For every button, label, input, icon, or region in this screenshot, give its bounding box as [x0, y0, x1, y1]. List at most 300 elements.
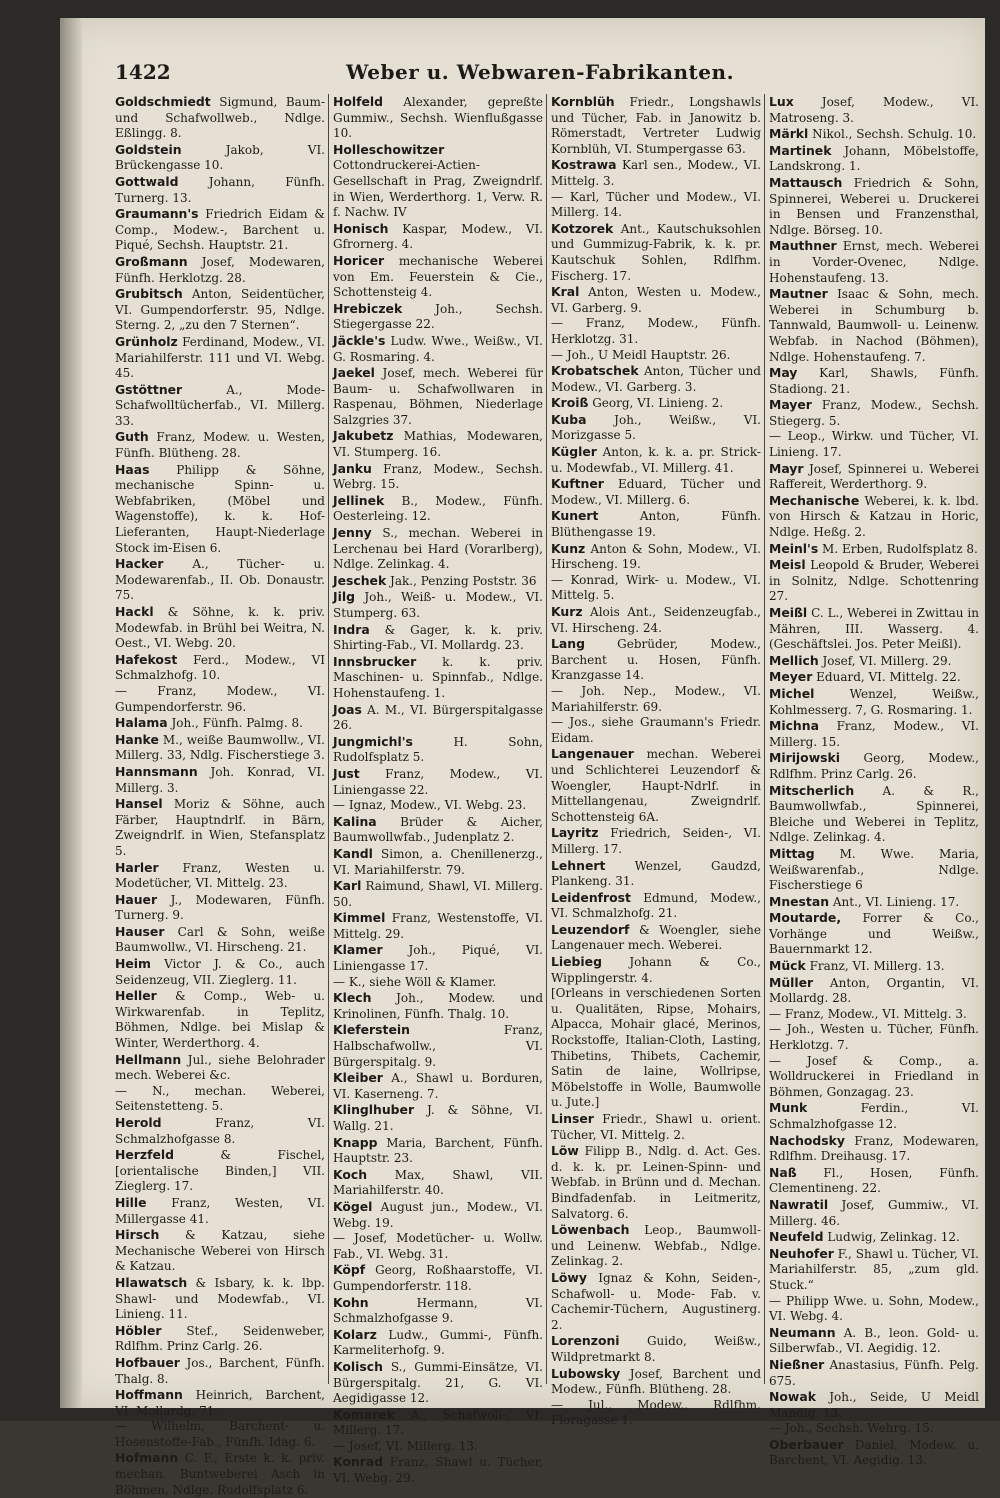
- directory-entry: [333, 94, 543, 142]
- directory-entry: [333, 654, 543, 702]
- entry-text: — Josef, Modetücher- u. Wollw. Fab., VI. Webg. 31.: [333, 1231, 543, 1261]
- entry-name: Hackl: [115, 604, 154, 619]
- entry-name: Innsbrucker: [333, 653, 417, 669]
- directory-entry: [333, 910, 543, 942]
- entry-text: Moriz & Söhne, auch Färber, Hauptndrlf. in Bärn, Zweigndrlf. in Wien, Stefansplatz 5.: [115, 797, 325, 858]
- entry-text: Carl & Sohn, weiße Baumwollw., VI. Hirscheng. 21.: [115, 924, 325, 955]
- entry-name: Langenauer: [551, 746, 634, 762]
- entry-name: Mautner: [769, 286, 828, 302]
- directory-entry: [333, 333, 543, 365]
- directory-entry: [333, 301, 543, 333]
- directory-entry: [551, 746, 761, 825]
- entry-name: Harler: [115, 859, 159, 875]
- entry-text: Brüder & Aicher, Baumwollwfab., Judenplatz 2.: [333, 814, 543, 845]
- directory-entry: [551, 573, 761, 604]
- entry-text: Franz, VI. Millerg. 13.: [805, 959, 945, 974]
- entry-name: Graumann's: [115, 206, 199, 222]
- entry-name: Mück: [769, 958, 806, 974]
- entry-name: Hrebiczek: [333, 300, 403, 316]
- entry-text: Anton, Westen u. Modew., VI. Garberg. 9.: [551, 285, 761, 315]
- directory-entry: [333, 1022, 543, 1070]
- entry-text: H. Sohn, Rudolfsplatz 5.: [333, 734, 543, 765]
- entry-text: k. k. priv. Maschinen- u. Spinnfab., Ndlge. Hohenstaufeng. 1.: [333, 654, 543, 700]
- entry-text: Maria, Barchent, Fünfh. Hauptstr. 23.: [333, 1135, 543, 1166]
- entry-text: Ludw., Gummi-, Fünfh. Karmeliterhofg. 9.: [333, 1327, 543, 1358]
- entry-text: Friedrich Eidam & Comp., Modew.-, Barchent u. Piqué, Sechsh. Hauptstr. 21.: [115, 207, 325, 253]
- entry-text: Eduard, Tücher und Modew., VI. Millerg. 6.: [551, 477, 761, 507]
- entry-text: Edmund, Modew., VI. Schmalzhofg. 21.: [551, 890, 761, 921]
- entry-name: Layritz: [551, 825, 599, 841]
- directory-entry: [333, 589, 543, 621]
- directory-entry: [551, 1366, 761, 1398]
- entry-text: Franz, Halbschafwollw., VI. Bürgerspitalg. 9.: [333, 1023, 543, 1069]
- directory-entry: [551, 1222, 761, 1270]
- entry-text: M. Wwe. Maria, Weißwarenfab., Ndlge. Fischerstiege 6: [769, 846, 979, 893]
- entry-text: — Josef, VI. Millerg. 13.: [333, 1438, 478, 1453]
- directory-entry: [115, 796, 325, 859]
- entry-text: M., weiße Baumwollw., VI. Millerg. 33, Ndlg. Fischerstiege 3.: [115, 732, 325, 763]
- entry-text: Alexander, gepreßte Gummiw., Sechsh. Wienflußgasse 10.: [333, 95, 543, 141]
- directory-entry: [551, 890, 761, 922]
- directory-entry: [333, 942, 543, 974]
- entry-name: Kolarz: [333, 1326, 377, 1342]
- entry-name: Meinl's: [769, 540, 819, 556]
- directory-entry: [551, 157, 761, 189]
- entry-text: Franz, Westenstoffe, VI. Mittelg. 29.: [333, 911, 543, 941]
- directory-entry: [115, 429, 325, 461]
- directory-entry: [115, 556, 325, 604]
- directory-entry: [333, 1454, 543, 1486]
- entry-text: A., Tücher- u. Modewarenfab., II. Ob. Donaustr. 75.: [115, 557, 325, 603]
- directory-entry: [333, 428, 543, 460]
- entry-name: Nowak: [769, 1389, 816, 1405]
- entry-text: — Franz, Modew., VI. Mittelg. 3.: [769, 1006, 967, 1021]
- entry-text: Guido, Weißw., Wildpretmarkt 8.: [551, 1334, 761, 1364]
- entry-text: — Joh., Westen u. Tücher, Fünfh. Herklotzg. 7.: [769, 1022, 979, 1053]
- entry-text: Filipp B., Ndlg. d. Act. Ges. d. k. k. pr. Leinen-Spinn- und Webfab. in Brünn und d. Mechan. Bindfadenfab. in Leitmeritz, Salvatorg. 6.: [551, 1144, 761, 1221]
- directory-entry: [333, 1439, 543, 1455]
- entry-text: Georg, VI. Linieng. 2.: [588, 396, 724, 411]
- entry-text: Fl., Hosen, Fünfh. Clementineng. 22.: [769, 1165, 979, 1196]
- entry-name: Hacker: [115, 556, 164, 572]
- entry-name: Nawratil: [769, 1196, 829, 1212]
- entry-text: Ignaz & Kohn, Seiden-, Schafwoll- u. Mode- Fab. v. Cachemir-Tüchern, Augustinerg. 2.: [551, 1270, 761, 1332]
- directory-entry: [769, 1421, 979, 1437]
- entry-text: Friedrich, Seiden-, VI. Millerg. 17.: [551, 826, 761, 856]
- directory-entry: [115, 732, 325, 764]
- entry-name: Meisl: [769, 557, 806, 573]
- directory-entry: [551, 1333, 761, 1365]
- entry-text: — Jos., siehe Graumann's Friedr. Eidam.: [551, 715, 761, 745]
- entry-name: Kögel: [333, 1198, 373, 1214]
- directory-entry: [333, 253, 543, 301]
- entry-name: Neufeld: [769, 1229, 824, 1245]
- entry-text: Ferdin., VI. Schmalzhofgasse 12.: [769, 1101, 979, 1131]
- directory-entry: [115, 604, 325, 652]
- entry-name: Munk: [769, 1100, 808, 1116]
- entry-text: Joh., Modew. und Krinolinen, Fünfh. Thalg. 10.: [333, 991, 543, 1021]
- entry-name: Linser: [551, 1111, 594, 1126]
- directory-entry: [769, 669, 979, 686]
- entry-text: Josef, VI. Millerg. 29.: [818, 653, 952, 668]
- entry-name: Jeschek: [333, 572, 387, 588]
- entry-text: — Franz, Modew., Fünfh. Herklotzg. 31.: [551, 316, 761, 346]
- entry-name: Nachodsky: [769, 1132, 845, 1148]
- entry-text: Georg, Roßhaarstoffe, VI. Gumpendorferstr. 118.: [333, 1263, 543, 1293]
- directory-entry: [115, 1275, 325, 1323]
- directory-entry: [551, 94, 761, 157]
- entry-name: Jakubetz: [333, 428, 394, 444]
- entry-text: Ferd., Modew., VI Schmalzhofg. 10.: [115, 652, 325, 683]
- directory-entry: [769, 718, 979, 750]
- directory-entry: [333, 766, 543, 798]
- entry-text: Daniel, Modew. u. Barchent, VI. Aegidig. 13.: [769, 1437, 979, 1468]
- entry-text: A., Mode-Schafwolltücherfab., VI. Millerg. 33.: [115, 382, 325, 428]
- directory-entry: [769, 1389, 979, 1421]
- entry-text: Cottondruckerei-Actien-Gesellschaft in Prag, Zweigndrlf. in Wien, Werderthorg. 1, Verw. R. f. Nachw. IV: [333, 158, 543, 220]
- directory-entry: [551, 858, 761, 890]
- entry-text: Josef, Gummiw., VI. Millerg. 46.: [769, 1197, 979, 1228]
- directory-entry: [769, 143, 979, 175]
- entry-text: Friedr., Longshawls und Tücher, Fab. in Janowitz b. Römerstadt, Vertreter Ludwig Kornblüh, VI. Stumpergasse 63.: [551, 95, 761, 156]
- directory-entry: [551, 604, 761, 636]
- entry-text: Franz, Modew., VI. Millerg. 15.: [769, 719, 979, 749]
- directory-entry: [333, 734, 543, 766]
- directory-entry: [769, 1246, 979, 1294]
- entry-text: Ferdinand, Modew., VI. Mariahilferstr. 111 und VI. Webg. 45.: [115, 334, 325, 381]
- entry-text: — Joh., U Meidl Hauptstr. 26.: [551, 347, 731, 362]
- directory-entry: [115, 286, 325, 334]
- entry-name: Jellinek: [333, 492, 385, 508]
- entry-name: Goldschmiedt: [115, 94, 211, 109]
- entry-text: Franz, Westen, VI. Millergasse 41.: [115, 1195, 325, 1226]
- entry-name: Lux: [769, 94, 794, 109]
- entry-text: A., Schafwoll-, VI. Millerg. 17.: [333, 1407, 543, 1438]
- entry-name: Neumann: [769, 1324, 836, 1340]
- entry-name: Grünholz: [115, 333, 178, 349]
- directory-entry: [115, 892, 325, 924]
- entry-name: Kostrawa: [551, 157, 617, 173]
- directory-entry: [551, 444, 761, 476]
- entry-name: Kuftner: [551, 476, 604, 492]
- entry-name: Konrad: [333, 1454, 384, 1470]
- directory-entry: [769, 126, 979, 143]
- entry-text: Friedrich & Sohn, Spinnerei, Weberei u. Druckerei in Bensen und Franzensthal, Ndlge. Börseg. 10.: [769, 175, 979, 237]
- entry-name: Herzfeld: [115, 1147, 175, 1163]
- entry-text: Johann & Co., Wipplingerstr. 4.: [551, 955, 761, 985]
- entry-name: Kotzorek: [551, 220, 614, 236]
- directory-entry: [551, 1270, 761, 1333]
- entry-text: Anton & Sohn, Modew., VI. Hirscheng. 19.: [551, 541, 761, 572]
- directory-entry: [769, 1007, 979, 1023]
- entry-name: Hellmann: [115, 1051, 182, 1067]
- entry-text: Johann, Möbelstoffe, Landskrong. 1.: [769, 143, 979, 174]
- entry-name: May: [769, 365, 798, 381]
- directory-entry: [551, 684, 761, 715]
- directory-entry: [769, 1054, 979, 1101]
- entry-name: Indra: [333, 621, 370, 637]
- entry-text: — Jul., Modew., Rdlfhm. Floragasse 1.: [551, 1397, 761, 1428]
- entry-text: Jak., Penzing Poststr. 36: [386, 573, 537, 588]
- entry-name: Just: [333, 765, 360, 781]
- directory-entry: [115, 1115, 325, 1147]
- directory-entry: [769, 750, 979, 782]
- entry-text: Forrer & Co., Vorhänge und Weißw., Bauernmarkt 12.: [769, 911, 979, 957]
- entry-text: M. Erben, Rudolfsplatz 8.: [818, 541, 978, 556]
- directory-entry: [769, 846, 979, 894]
- directory-entry: [769, 557, 979, 605]
- entry-name: Hofmann: [115, 1450, 179, 1466]
- directory-entry: [115, 1355, 325, 1387]
- entry-text: August jun., Modew., VI. Webg. 19.: [333, 1199, 543, 1230]
- directory-entry: [333, 142, 543, 221]
- book-page: [60, 18, 985, 1497]
- entry-name: Löwy: [551, 1269, 587, 1285]
- directory-entry: [769, 1229, 979, 1246]
- entry-text: — K., siehe Wöll & Klamer.: [333, 974, 497, 989]
- entry-name: Koch: [333, 1166, 368, 1182]
- entry-name: Meyer: [769, 669, 813, 685]
- entry-name: Kunert: [551, 508, 599, 524]
- directory-entry: [115, 334, 325, 382]
- entry-name: Hafekost: [115, 651, 178, 667]
- entry-name: Lehnert: [551, 857, 606, 873]
- entry-name: Michel: [769, 685, 815, 701]
- directory-entry: [769, 286, 979, 365]
- entry-name: Hille: [115, 1194, 147, 1210]
- entry-text: Ernst, mech. Weberei in Vorder-Ovenec, Ndlge. Hohenstaufeng. 13.: [769, 239, 979, 285]
- directory-entry: [115, 1387, 325, 1419]
- entry-text: Joh., Seide, U Meidl Mandlg. 13.: [769, 1390, 979, 1420]
- entry-text: F., Shawl u. Tücher, VI. Mariahilferstr. 85, „zum gld. Stuck.“: [769, 1246, 979, 1292]
- entry-text: Franz, VI. Schmalzhofgasse 8.: [115, 1116, 325, 1146]
- entry-text: Jul., siehe Belohrader mech. Weberei &c.: [115, 1052, 325, 1083]
- entry-text: & Katzau, siehe Mechanische Weberei von Hirsch & Katzau.: [115, 1228, 325, 1274]
- entry-text: Anton, Organtin, VI. Mollardg. 28.: [769, 975, 979, 1006]
- entry-name: Klamer: [333, 942, 383, 958]
- entry-name: Mnestan: [769, 893, 830, 909]
- entry-text: Weberei, k. k. lbd. von Hirsch & Katzau in Horic, Ndlge. Heßg. 2.: [769, 493, 979, 540]
- entry-name: Heim: [115, 956, 151, 972]
- directory-entry: [769, 975, 979, 1007]
- entry-name: Hannsmann: [115, 763, 198, 779]
- directory-entry: [769, 686, 979, 718]
- entry-text: Leop., Baumwoll- und Leinenw. Webfab., Ndlge. Zelinkag. 2.: [551, 1223, 761, 1269]
- directory-entry: [551, 190, 761, 221]
- entry-text: & Söhne, k. k. priv. Modewfab. in Brühl bei Weitra, N. Oest., VI. Webg. 20.: [115, 605, 325, 651]
- directory-entry: [115, 1052, 325, 1084]
- directory-entry: [333, 798, 543, 814]
- entry-name: Heller: [115, 988, 157, 1004]
- entry-name: Mitscherlich: [769, 782, 855, 798]
- directory-entry: [333, 493, 543, 525]
- entry-text: Georg, Modew., Rdlfhm. Prinz Carlg. 26.: [769, 751, 979, 781]
- directory-entry: [333, 365, 543, 428]
- entry-text: Jos., Barchent, Fünfh. Thalg. 8.: [115, 1355, 325, 1386]
- entry-text: Josef, Modewaren, Fünfh. Herklotzg. 28.: [115, 254, 325, 285]
- entry-name: Komarek: [333, 1406, 395, 1422]
- entry-text: Anton, Tücher und Modew., VI. Garberg. 3.: [551, 364, 761, 394]
- entry-name: Löw: [551, 1143, 579, 1159]
- directory-entry: [115, 715, 325, 732]
- entry-text: mechan. Weberei und Schlichterei Leuzendorf & Woengler, Haupt-Ndrlf. in Mittellangenau, Zweigndrlf. Schottensteig 6A.: [551, 747, 761, 824]
- entry-text: A., Shawl u. Borduren, VI. Kaserneng. 7.: [333, 1071, 543, 1101]
- entry-name: Klech: [333, 990, 372, 1006]
- entry-name: Kleferstein: [333, 1022, 410, 1038]
- entry-text: Ant., Kautschuksohlen und Gummizug-Fabrik, k. k. pr. Kautschuk Sohlen, Rdlfhm. Fischerg. 17.: [551, 221, 761, 283]
- directory-entry: [115, 988, 325, 1051]
- entry-name: Kornblüh: [551, 94, 615, 109]
- entry-text: & Comp., Web- u. Wirkwarenfab. in Teplitz, Böhmen, Ndlge. bei Mislap & Winter, Werderthorg. 4.: [115, 989, 325, 1051]
- directory-entry: [333, 221, 543, 253]
- entry-text: — Konrad, Wirk- u. Modew., VI. Mittelg. 5.: [551, 572, 761, 603]
- entry-name: Knapp: [333, 1134, 378, 1150]
- entry-text: Hermann, VI. Schmalzhofgasse 9.: [333, 1295, 543, 1326]
- entry-text: Ludw. Wwe., Weißw., VI. G. Rosmaring. 4.: [333, 333, 543, 364]
- entry-text: — Leop., Wirkw. und Tücher, VI. Linieng. 17.: [769, 429, 979, 460]
- directory-entry: [333, 622, 543, 654]
- entry-text: J. & Söhne, VI. Wallg. 21.: [333, 1103, 543, 1133]
- entry-name: Moutarde,: [769, 910, 842, 926]
- column-4: [769, 94, 979, 1468]
- column-2: [333, 94, 543, 1486]
- entry-name: Märkl: [769, 126, 809, 142]
- entry-name: Krobatschek: [551, 363, 639, 379]
- directory-entry: [769, 1357, 979, 1389]
- entry-name: Hofbauer: [115, 1354, 180, 1370]
- entry-text: Josef, Modew., VI. Matroseng. 3.: [769, 95, 979, 125]
- entry-name: Hansel: [115, 796, 163, 812]
- entry-text: Nikol., Sechsh. Schulg. 10.: [808, 127, 977, 142]
- entry-name: Kimmel: [333, 910, 386, 926]
- entry-name: Jäckle's: [333, 332, 386, 348]
- directory-entry: [551, 1143, 761, 1222]
- directory-entry: [333, 1231, 543, 1262]
- entry-text: A. M., VI. Bürgerspitalgasse 26.: [333, 702, 543, 733]
- entry-name: Klinglhuber: [333, 1102, 415, 1118]
- page-header: [115, 60, 965, 88]
- directory-entry: [115, 1227, 325, 1275]
- entry-text: Simon, a. Chenillenerzg., VI. Mariahilferstr. 79.: [333, 846, 543, 877]
- entry-name: Holfeld: [333, 94, 384, 109]
- entry-name: Honisch: [333, 220, 389, 236]
- directory-entry: [551, 412, 761, 444]
- directory-entry: [115, 924, 325, 956]
- directory-entry: [333, 878, 543, 910]
- entry-name: Halama: [115, 715, 168, 731]
- entry-name: Lubowsky: [551, 1365, 621, 1381]
- column-rule: [546, 94, 547, 1384]
- entry-name: Joas: [333, 701, 362, 717]
- directory-entry: [333, 525, 543, 573]
- entry-text: — N., mechan. Weberei, Seitenstetteng. 5.: [115, 1083, 325, 1114]
- directory-entry: [115, 956, 325, 988]
- entry-text: Josef, Barchent und Modew., Fünfh. Blütheng. 28.: [551, 1366, 761, 1397]
- directory-entry: [115, 174, 325, 206]
- directory-entry: [333, 1199, 543, 1231]
- entry-text: Max, Shawl, VII. Mariahilferstr. 40.: [333, 1167, 543, 1198]
- directory-entry: [333, 1167, 543, 1199]
- entry-text: Anton, Seidentücher, VI. Gumpendorferstr. 95, Ndlge. Sterng. 2, „zu den 7 Sternen“.: [115, 287, 325, 333]
- directory-entry: [769, 1437, 979, 1469]
- entry-name: Kunz: [551, 540, 586, 556]
- entry-text: Joh., Weißw., VI. Morizgasse 5.: [551, 412, 761, 443]
- entry-text: [Orleans in verschiedenen Sorten u. Qualitäten, Ripse, Mohairs, Alpacca, Mohair glacé, Merinos, Rockstoffe, Italian-Cloth, Lasting, Thibetins, Thibets, Cachemir, Satin de laine, Wollripse, Möbelstoffe in Wolle, Baumwolle u. Jute.]: [551, 986, 761, 1110]
- directory-entry: [333, 846, 543, 878]
- directory-entry: [115, 382, 325, 430]
- entry-name: Mattausch: [769, 174, 843, 190]
- entry-name: Mauthner: [769, 238, 837, 254]
- entry-text: Franz, Modewaren, Rdlfhm. Dreihausg. 17.: [769, 1133, 979, 1164]
- directory-entry: [333, 461, 543, 493]
- entry-text: J., Modewaren, Fünfh. Turnerg. 9.: [115, 892, 325, 923]
- entry-name: Jaekel: [333, 365, 375, 381]
- entry-text: S., mechan. Weberei in Lerchenau bei Hard (Vorarlberg), Ndlge. Zelinkag. 4.: [333, 526, 543, 572]
- entry-text: Franz, Modew. u. Westen, Fünfh. Blütheng. 28.: [115, 430, 325, 461]
- entry-text: Ant., VI. Linieng. 17.: [829, 894, 960, 909]
- directory-entry: [551, 316, 761, 347]
- entry-name: Gstöttner: [115, 381, 183, 397]
- entry-text: Joh., Weiß- u. Modew., VI. Stumperg. 63.: [333, 590, 543, 620]
- entry-name: Naß: [769, 1164, 797, 1180]
- directory-entry: [551, 922, 761, 954]
- entry-name: Hauser: [115, 923, 165, 939]
- directory-entry: [769, 1022, 979, 1053]
- directory-entry: [115, 652, 325, 684]
- entry-name: Kohn: [333, 1294, 369, 1310]
- entry-text: Heinrich, Barchent, VI. Mollardg. 71.: [115, 1388, 325, 1418]
- directory-entry: [115, 206, 325, 254]
- directory-entry: [769, 238, 979, 286]
- entry-name: Neuhofer: [769, 1245, 834, 1261]
- entry-name: Grubitsch: [115, 286, 183, 302]
- directory-entry: [769, 541, 979, 558]
- entry-name: Jenny: [333, 525, 372, 541]
- entry-text: Wenzel, Weißw., Kohlmesserg. 7, G. Rosmaring. 1.: [769, 686, 979, 717]
- column-1: [115, 94, 325, 1497]
- directory-entry: [115, 860, 325, 892]
- entry-text: Ludwig, Zelinkag. 12.: [823, 1230, 960, 1245]
- column-rule: [328, 94, 329, 1384]
- directory-entry: [333, 975, 543, 991]
- entry-name: Karl: [333, 878, 362, 894]
- directory-entry: [115, 1419, 325, 1450]
- entry-text: — Josef & Comp., a. Wolldruckerei in Friedland in Böhmen, Gonzagag. 23.: [769, 1053, 979, 1099]
- directory-entry: [551, 284, 761, 316]
- entry-text: — Philipp Wwe. u. Sohn, Modew., VI. Webg. 4.: [769, 1293, 979, 1324]
- entry-text: Joh. Konrad, VI. Millerg. 3.: [115, 764, 325, 795]
- entry-text: Eduard, VI. Mittelg. 22.: [812, 670, 961, 685]
- entry-name: Mayer: [769, 397, 812, 413]
- directory-entry: [333, 1327, 543, 1359]
- directory-entry: [769, 783, 979, 846]
- entry-name: Mayr: [769, 460, 804, 476]
- entry-text: Jakob, VI. Brückengasse 10.: [115, 142, 325, 173]
- entry-text: — Karl, Tücher und Modew., VI. Millerg. 14.: [551, 189, 761, 220]
- directory-entry: [115, 764, 325, 796]
- directory-entry: [551, 1111, 761, 1143]
- entry-name: Liebieg: [551, 954, 602, 970]
- entry-name: Oberbauer: [769, 1436, 844, 1452]
- directory-entry: [551, 1398, 761, 1429]
- directory-entry: [115, 1323, 325, 1355]
- directory-entry: [769, 1294, 979, 1325]
- entry-name: Kügler: [551, 444, 597, 460]
- entry-name: Höbler: [115, 1322, 162, 1338]
- entry-name: Hauer: [115, 891, 158, 907]
- entry-text: B., Modew., Fünfh. Oesterleing. 12.: [333, 493, 543, 524]
- page-gutter: [60, 18, 82, 1408]
